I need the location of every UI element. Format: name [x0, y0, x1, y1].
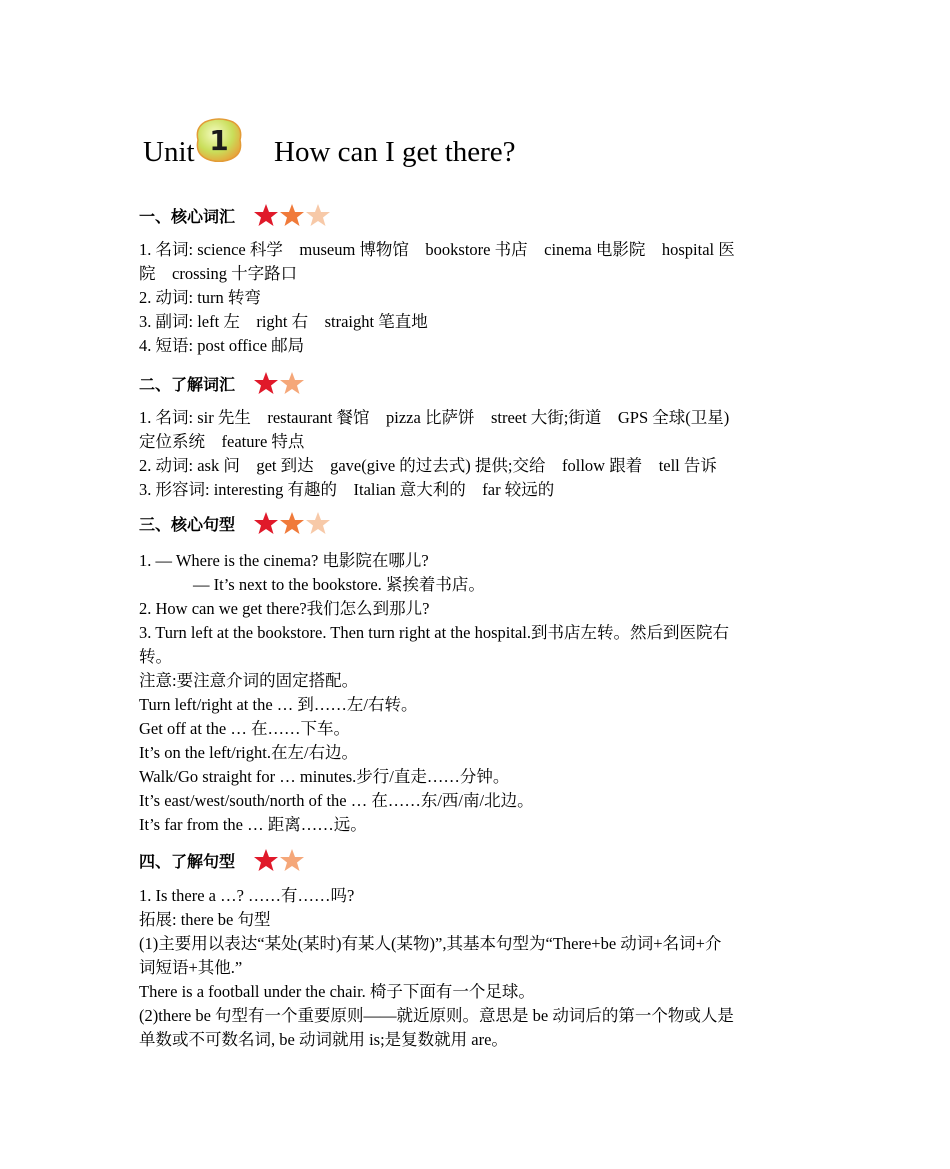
- rating-stars: [253, 511, 331, 535]
- text-line: 3. 形容词: interesting 有趣的 Italian 意大利的 far 较远的: [139, 480, 555, 499]
- text-line: 3. 副词: left 左 right 右 straight 笔直地: [139, 312, 428, 331]
- star-icon: [253, 511, 279, 535]
- title-text: How can I get there?: [274, 136, 516, 168]
- text-line: There is a football under the chair. 椅子下面有一个足球。: [139, 982, 535, 1001]
- text-line: 2. 动词: turn 转弯: [139, 288, 261, 307]
- text-line: 1. — Where is the cinema? 电影院在哪儿?: [139, 551, 429, 570]
- star-icon: [305, 511, 331, 535]
- text-line: 2. 动词: ask 问 get 到达 gave(give 的过去式) 提供;交给 follow 跟着 tell 告诉: [139, 456, 717, 475]
- section-heading-extra-vocab: 二、了解词汇: [139, 368, 305, 398]
- text-line: It’s east/west/south/north of the … 在……东/西/南/北边。: [139, 791, 534, 810]
- text-line: Walk/Go straight for … minutes.步行/直走……分钟。: [139, 767, 510, 786]
- page-title: [143, 116, 543, 176]
- text-line: 3. Turn left at the bookstore. Then turn right at the hospital.到书店左转。然后到医院右: [139, 623, 729, 642]
- title-unit: Unit: [143, 136, 195, 168]
- text-line: 单数或不可数名词, be 动词就用 is;是复数就用 are。: [139, 1030, 508, 1049]
- rating-stars: [253, 371, 305, 395]
- star-icon: [279, 203, 305, 227]
- star-icon: [253, 203, 279, 227]
- star-icon: [253, 371, 279, 395]
- unit-number: 1: [209, 124, 229, 157]
- section-heading-extra-sentences: 四、了解句型: [139, 845, 305, 875]
- text-line: Turn left/right at the … 到……左/右转。: [139, 695, 418, 714]
- star-icon: [305, 203, 331, 227]
- star-icon: [279, 511, 305, 535]
- star-icon: [253, 848, 279, 872]
- section-heading-core-sentences: 三、核心句型: [139, 508, 331, 538]
- text-line: 院 crossing 十字路口: [139, 264, 298, 283]
- text-line: (1)主要用以表达“某处(某时)有某人(某物)”,其基本句型为“There+be 动词+名词+介: [139, 934, 722, 953]
- rating-stars: [253, 848, 305, 872]
- text-line: 拓展: there be 句型: [139, 910, 271, 929]
- text-line: 注意:要注意介词的固定搭配。: [139, 671, 359, 690]
- text-line: 4. 短语: post office 邮局: [139, 336, 305, 355]
- text-line: (2)there be 句型有一个重要原则——就近原则。意思是 be 动词后的第一个物或人是: [139, 1006, 734, 1025]
- text-line: 1. 名词: sir 先生 restaurant 餐馆 pizza 比萨饼 street 大街;街道 GPS 全球(卫星): [139, 408, 730, 427]
- text-line: Get off at the … 在……下车。: [139, 719, 350, 738]
- unit-number-badge: [195, 118, 243, 162]
- text-line: 2. How can we get there?我们怎么到那儿?: [139, 599, 430, 618]
- section-heading-core-vocab: 一、核心词汇: [139, 200, 331, 230]
- text-line: 1. 名词: science 科学 museum 博物馆 bookstore 书店 cinema 电影院 hospital 医: [139, 240, 735, 259]
- star-icon: [279, 371, 305, 395]
- text-line: 1. Is there a …? ……有……吗?: [139, 886, 355, 905]
- text-line: It’s on the left/right.在左/右边。: [139, 743, 359, 762]
- text-line: It’s far from the … 距离……远。: [139, 815, 367, 834]
- text-line: — It’s next to the bookstore. 紧挨着书店。: [193, 575, 485, 594]
- rating-stars: [253, 203, 331, 227]
- star-icon: [279, 848, 305, 872]
- text-line: 转。: [139, 647, 172, 666]
- text-line: 定位系统 feature 特点: [139, 432, 305, 451]
- text-line: 词短语+其他.”: [139, 958, 243, 977]
